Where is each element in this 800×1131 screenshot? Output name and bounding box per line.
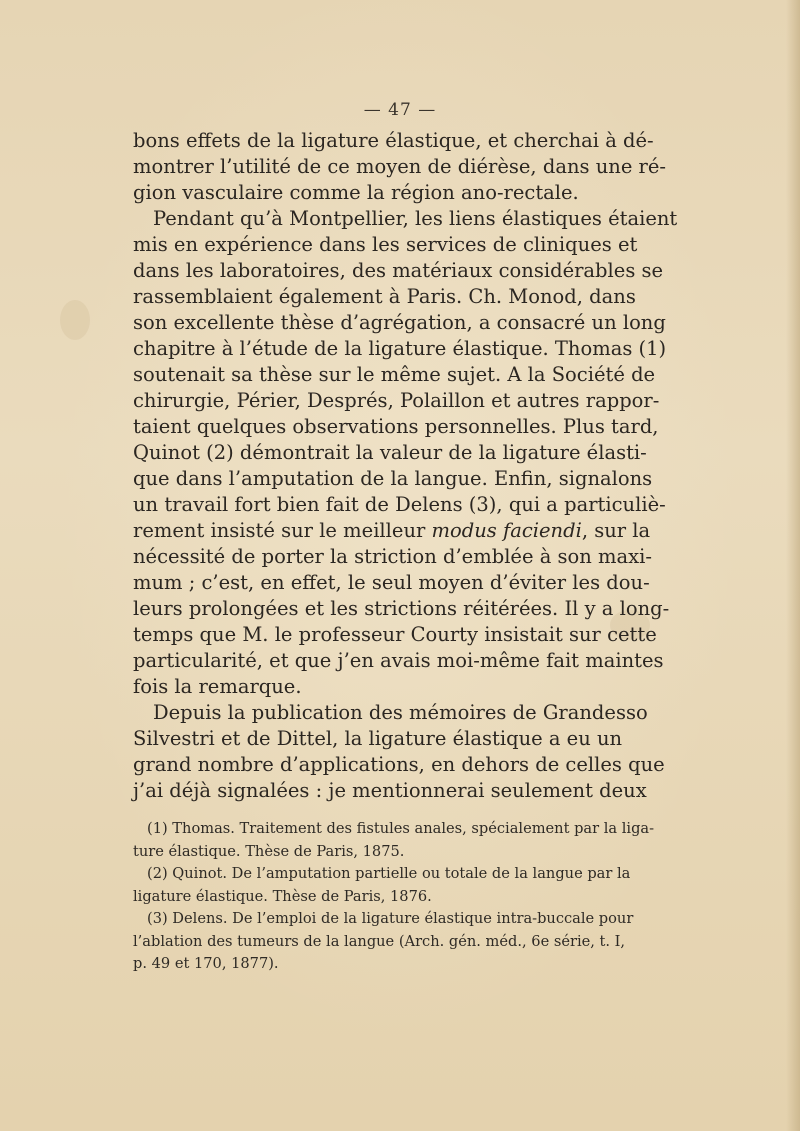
footnote-line: (1) Thomas. Traitement des fistules anales, spécialement par la liga- [147, 820, 655, 837]
body-line: fois la remarque. [133, 675, 302, 698]
body-line: dans les laboratoires, des matériaux considérables se [133, 259, 664, 282]
italic-phrase: modus faciendi [431, 519, 582, 542]
body-line: Silvestri et de Dittel, la ligature élastique a eu un [133, 727, 623, 750]
paper-stain [60, 300, 90, 340]
body-line: Pendant qu’à Montpellier, les liens élastiques étaient [153, 207, 678, 230]
footnote-line: (3) Delens. De l’emploi de la ligature élastique intra-buccale pour [147, 910, 634, 927]
body-line: mum ; c’est, en effet, le seul moyen d’éviter les dou- [133, 571, 650, 594]
body-line: Depuis la publication des mémoires de Grandesso [153, 701, 648, 724]
body-line: soutenait sa thèse sur le même sujet. A la Société de [133, 363, 656, 386]
body-line-text: rement insisté sur le meilleur [133, 519, 432, 542]
page-edge [786, 0, 800, 1131]
body-line: taient quelques observations personnelles. Plus tard, [133, 415, 659, 438]
page-number: — 47 — [363, 100, 437, 120]
body-line: montrer l’utilité de ce moyen de diérèse, dans une ré- [133, 155, 667, 178]
body-line: que dans l’amputation de la langue. Enfin, signalons [133, 467, 653, 490]
body-line: nécessité de porter la striction d’emblée à son maxi- [133, 545, 652, 568]
body-line: gion vasculaire comme la région ano-rectale. [133, 181, 579, 204]
body-line: son excellente thèse d’agrégation, a consacré un long [133, 311, 666, 334]
body-line: temps que M. le professeur Courty insistait sur cette [133, 623, 657, 646]
body-line-text: , sur la [581, 519, 651, 542]
body-line: chapitre à l’étude de la ligature élastique. Thomas (1) [133, 337, 667, 360]
body-line: grand nombre d’applications, en dehors de celles que [133, 753, 665, 776]
footnote-line: ligature élastique. Thèse de Paris, 1876. [133, 887, 432, 905]
body-line: un travail fort bien fait de Delens (3), qui a particuliè- [133, 493, 666, 516]
body-line: particularité, et que j’en avais moi-même fait maintes [133, 649, 664, 672]
body-line: bons effets de la ligature élastique, et cherchai à dé- [133, 129, 654, 152]
body-text [133, 128, 678, 804]
body-line: chirurgie, Périer, Després, Polaillon et autres rappor- [133, 389, 660, 412]
body-line: j’ai déjà signalées : je mentionnerai seulement deux [133, 779, 647, 802]
footnotes [133, 818, 655, 976]
body-line: mis en expérience dans les services de cliniques et [133, 233, 638, 256]
body-line: rassemblaient également à Paris. Ch. Monod, dans [133, 285, 636, 308]
body-line: leurs prolongées et les strictions réitérées. Il y a long- [133, 597, 670, 620]
body-line: Quinot (2) démontrait la valeur de la ligature élasti- [133, 441, 647, 464]
footnote-line: ture élastique. Thèse de Paris, 1875. [133, 842, 405, 860]
footnote-line: l’ablation des tumeurs de la langue (Arch. gén. méd., 6e série, t. I, [133, 932, 626, 950]
footnote-line: p. 49 et 170, 1877). [133, 955, 279, 972]
footnote-line: (2) Quinot. De l’amputation partielle ou totale de la langue par la [147, 865, 631, 882]
body-line [133, 518, 651, 544]
